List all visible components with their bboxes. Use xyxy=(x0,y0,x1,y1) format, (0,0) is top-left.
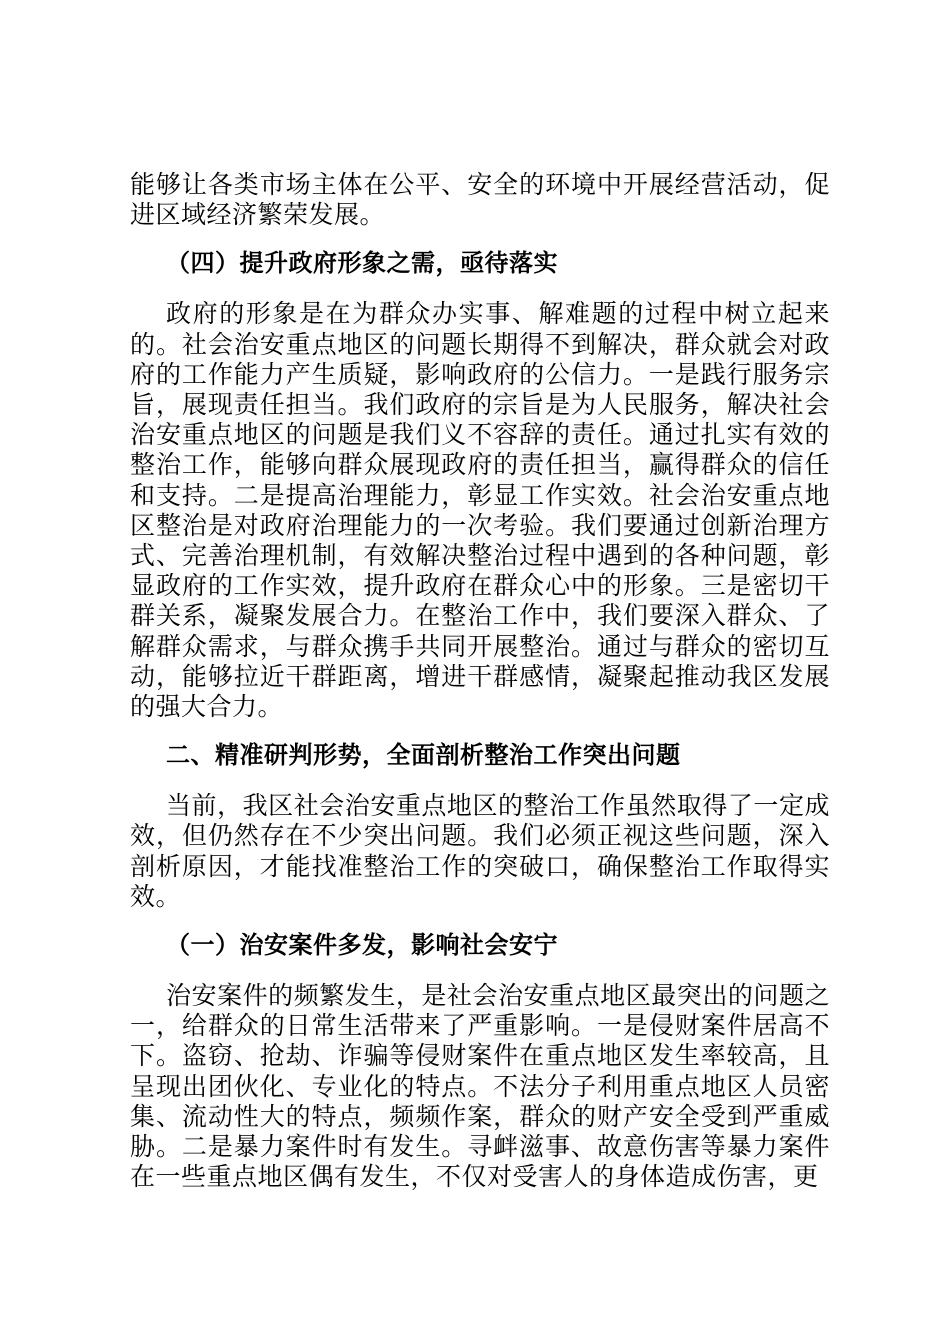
paragraph-continuation: 能够让各类市场主体在公平、安全的环境中开展经营活动，促进区域经济繁荣发展。 xyxy=(130,170,830,230)
chapter-heading-2: 二、精准研判形势，全面剖析整治工作突出问题 xyxy=(166,741,681,770)
paragraph-security-cases: 治安案件的频繁发生，是社会治安重点地区最突出的问题之一，给群众的日常生活带来了严重影响。一是侵财案件居高不下。盗窃、抢劫、诈骗等侵财案件在重点地区发生率较高，且呈现出团伙化、专业化的特点。不法分子利用重点地区人员密集、流动性大的特点，频频作案，群众的财产安全受到严重威胁。二是暴力案件时有发生。寻衅滋事、故意伤害等暴力案件在一些重点地区偶有发生，不仅对受害人的身体造成伤害，更 xyxy=(130,981,830,1192)
section-heading-1: （一）治安案件多发，影响社会安宁 xyxy=(166,931,558,960)
paragraph-government-image: 政府的形象是在为群众办实事、解难题的过程中树立起来的。社会治安重点地区的问题长期得不到解决，群众就会对政府的工作能力产生质疑，影响政府的公信力。一是践行服务宗旨，展现责任担当。我们政府的宗旨是为人民服务，解决社会治安重点地区的问题是我们义不容辞的责任。通过扎实有效的整治工作，能够向群众展现政府的责任担当，赢得群众的信任和支持。二是提高治理能力，彰显工作实效。社会治安重点地区整治是对政府治理能力的一次考验。我们要通过创新治理方式、完善治理机制，有效解决整治过程中遇到的各种问题，彰显政府的工作实效，提升政府在群众心中的形象。三是密切干群关系，凝聚发展合力。在整治工作中，我们要深入群众、了解群众需求，与群众携手共同开展整治。通过与群众的密切互动，能够拉近干群距离，增进干群感情，凝聚起推动我区发展的强大合力。 xyxy=(130,299,830,722)
section-heading-4: （四）提升政府形象之需，亟待落实 xyxy=(166,249,558,278)
document-page xyxy=(130,170,830,1210)
paragraph-current-situation: 当前，我区社会治安重点地区的整治工作虽然取得了一定成效，但仍然存在不少突出问题。我们必须正视这些问题，深入剖析原因，才能找准整治工作的突破口，确保整治工作取得实效。 xyxy=(130,791,830,911)
